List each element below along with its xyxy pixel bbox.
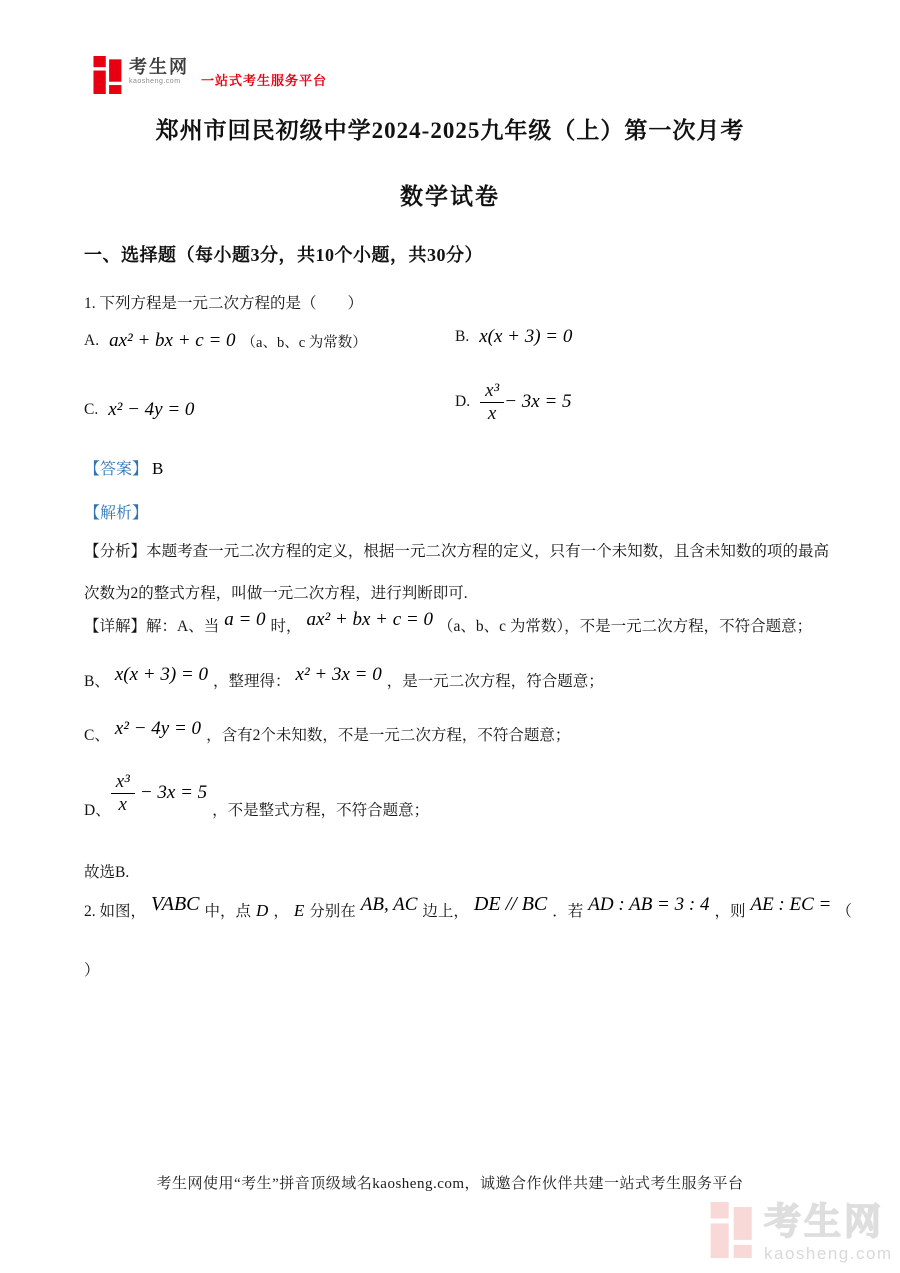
detail-a-math1: a = 0 xyxy=(224,609,266,630)
logo-tagline: 一站式考生服务平台 xyxy=(201,73,328,88)
detail-a-text3: （a、b、c 为常数），不是一元二次方程，不符合题意； xyxy=(438,618,813,635)
conclusion-text: 故选B. xyxy=(84,864,130,881)
q2-math-de-parallel-bc: DE // BC xyxy=(473,893,548,915)
fraction-denominator: x xyxy=(118,793,127,815)
logo-text-block xyxy=(129,56,189,85)
kaosheng-logo xyxy=(93,56,327,94)
detail-line-b xyxy=(84,664,604,691)
detail-a-math2: ax² + bx + c = 0 xyxy=(306,609,434,630)
detail-line-a xyxy=(84,609,813,636)
q2-text6: ．若 xyxy=(552,903,584,920)
detail-b-math2: x² + 3x = 0 xyxy=(295,664,382,685)
logo-brand-name: 考生网 xyxy=(129,57,189,77)
paper-title-line1: 郑州市回民初级中学2024-2025九年级（上）第一次月考 xyxy=(155,118,745,143)
answer-value: B xyxy=(152,459,164,478)
detail-b-text2: ，整理得： xyxy=(213,673,291,690)
fraction-numerator: x³ xyxy=(480,381,504,403)
detail-d-formula-rest: − 3x = 5 xyxy=(139,782,208,804)
detail-c-text1: C、 xyxy=(84,727,110,744)
q2-math-point-e: E xyxy=(293,901,305,920)
q2-close-paren: ） xyxy=(84,962,100,979)
option-b-label: B. xyxy=(455,328,470,345)
option-a-label: A. xyxy=(84,332,100,349)
fraction xyxy=(480,381,504,424)
detail-c-math1: x² − 4y = 0 xyxy=(114,718,202,739)
q2-text4: 分别在 xyxy=(309,903,356,920)
option-d-formula xyxy=(480,381,571,424)
fenxi-paragraph: 【分析】本题考查一元二次方程的定义，根据一元二次方程的定义，只有一个未知数，且含未知数的项的最高次数为2的整式方程，叫做一元二次方程，进行判断即可. xyxy=(84,543,829,602)
q1-option-c xyxy=(84,399,194,421)
detail-d-text2: ，不是整式方程，不符合题意； xyxy=(212,801,430,819)
detail-b-text1: B、 xyxy=(84,673,110,690)
q2-math-point-d: D xyxy=(256,901,269,920)
fraction-numerator: x³ xyxy=(111,772,135,794)
option-b-formula: x(x + 3) = 0 xyxy=(479,326,573,347)
detail-line-c xyxy=(84,718,571,745)
q2-text8: （ xyxy=(836,903,852,920)
q2-math-ad-ab-ratio: AD : AB = 3 : 4 xyxy=(588,894,710,915)
kaosheng-logo-icon xyxy=(93,56,123,94)
question2-stem-line2 xyxy=(84,958,100,980)
q2-text5: 边上， xyxy=(422,903,469,920)
option-d-formula-rest: − 3x = 5 xyxy=(504,391,572,413)
q1-option-b xyxy=(455,326,572,348)
option-c-label: C. xyxy=(84,401,99,418)
question2-stem xyxy=(84,893,852,921)
detail-a-text1: 【详解】解：A、当 xyxy=(84,618,220,635)
option-a-formula: ax² + bx + c = 0 xyxy=(109,330,236,351)
q2-text3: ， xyxy=(273,903,289,920)
detail-line-d xyxy=(84,771,430,820)
q2-text2: 中，点 xyxy=(204,903,252,920)
option-d-label: D. xyxy=(455,393,471,411)
logo-domain: kaosheng.com xyxy=(129,78,181,85)
detail-b-math1: x(x + 3) = 0 xyxy=(114,664,209,685)
detail-b-text3: ，是一元二次方程，符合题意； xyxy=(386,673,604,690)
kaosheng-watermark-icon xyxy=(710,1202,754,1258)
conclusion-line xyxy=(84,860,129,882)
q1-option-a xyxy=(84,330,367,352)
fraction-denominator: x xyxy=(487,402,497,424)
section1-heading: 一、选择题（每小题3分，共10个小题，共30分） xyxy=(84,245,483,265)
jiexi-label: 【解析】 xyxy=(84,505,149,522)
answer-line xyxy=(84,456,163,479)
q2-math-ab-ac: AB, AC xyxy=(360,894,418,915)
q2-text7: ，则 xyxy=(714,903,746,920)
fraction xyxy=(111,772,135,815)
q2-math-triangle-abc: VABC xyxy=(151,893,200,915)
footer-slogan: 考生网使用“考生”拼音顶级域名kaosheng.com，诚邀合作伙伴共建一站式考生服务平台 xyxy=(156,1176,744,1192)
option-a-note: （a、b、c 为常数） xyxy=(241,334,367,351)
answer-label: 【答案】 xyxy=(84,461,149,478)
q2-math-ae-ec: AE : EC = xyxy=(750,894,832,915)
detail-a-text2: 时， xyxy=(270,618,302,635)
watermark-brand-name: 考生网 xyxy=(764,1201,884,1242)
option-c-formula: x² − 4y = 0 xyxy=(108,399,195,420)
watermark-domain: kaosheng.com xyxy=(764,1244,893,1263)
watermark-text-block xyxy=(764,1202,893,1264)
question1-stem: 1. 下列方程是一元二次方程的是（ ） xyxy=(84,295,364,312)
detail-d-formula xyxy=(111,772,212,815)
detail-c-text2: ，含有2个未知数，不是一元二次方程，不符合题意； xyxy=(206,727,571,744)
q2-text1: 2. 如图， xyxy=(84,903,147,920)
kaosheng-watermark xyxy=(710,1202,893,1264)
paper-title-line2: 数学试卷 xyxy=(400,184,500,209)
q1-option-d xyxy=(455,381,572,424)
detail-d-text1: D、 xyxy=(84,801,111,819)
